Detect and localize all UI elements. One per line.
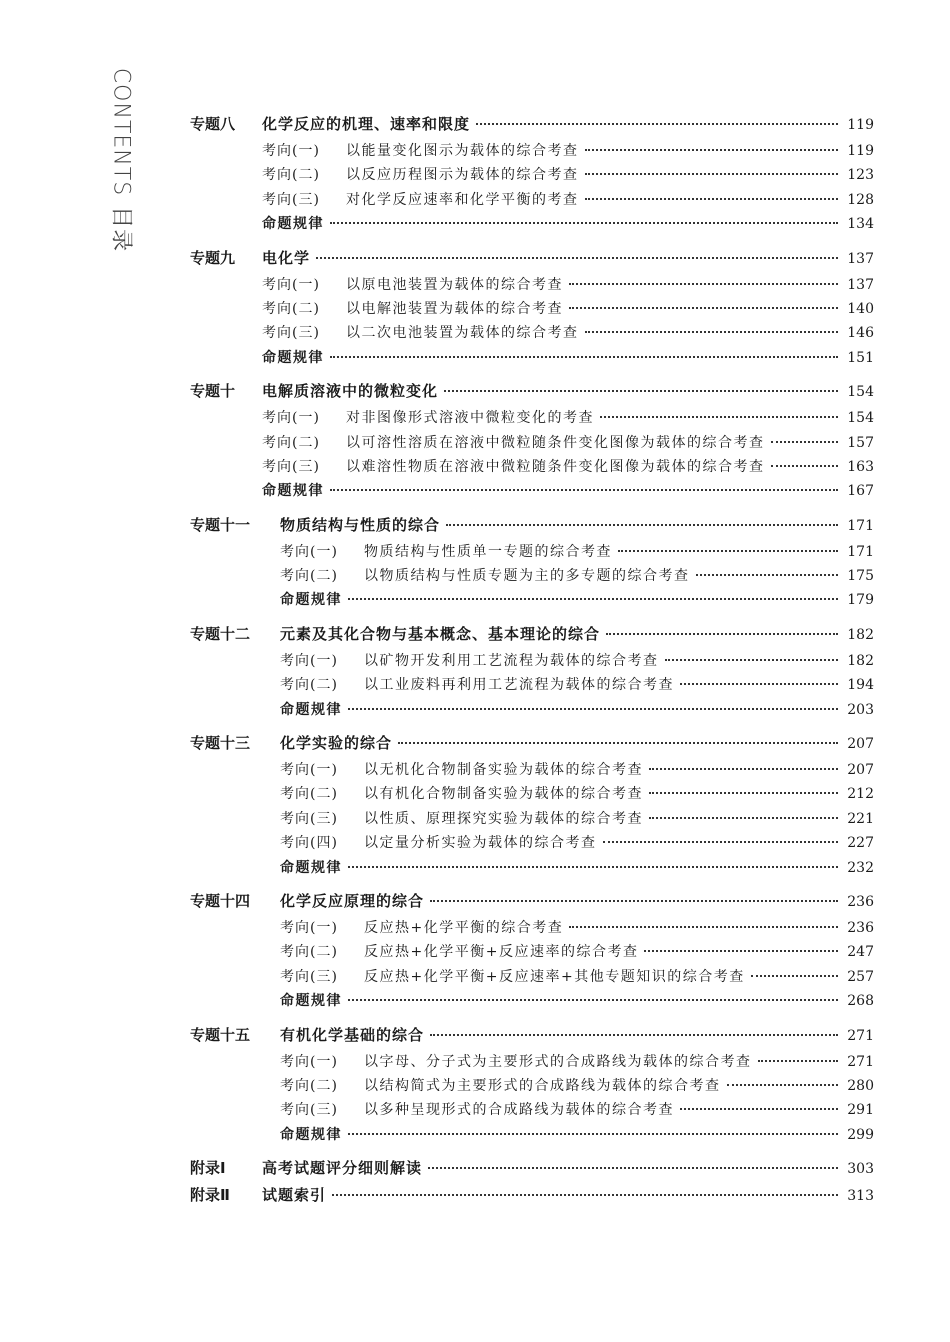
page-number: 268 — [847, 993, 874, 1010]
entry-label: 专题八 — [190, 115, 236, 133]
entry-title: 以原电池装置为载体的综合考查 — [346, 276, 563, 293]
entry-title: 以定量分析实验为载体的综合考查 — [364, 835, 597, 852]
entry-title: 对非图像形式溶液中微粒变化的考查 — [346, 410, 594, 427]
entry-title: 对化学反应速率和化学平衡的考查 — [346, 191, 579, 208]
dot-leader — [585, 331, 839, 333]
entry-label: 考向(二) — [280, 1077, 338, 1094]
appendix-section — [190, 1157, 874, 1211]
subtopic-entry-link[interactable] — [190, 298, 874, 322]
dot-leader — [696, 574, 839, 576]
dot-leader — [751, 975, 838, 977]
entry-title: 有机化学基础的综合 — [280, 1025, 425, 1044]
page-number: 221 — [847, 810, 874, 827]
subtopic-entry-link[interactable] — [190, 966, 874, 990]
entry-label: 考向(一) — [262, 276, 320, 293]
page-number: 137 — [847, 276, 874, 293]
entry-title: 命题规律 — [262, 483, 324, 500]
dot-leader — [585, 173, 839, 175]
entry-title: 反应热+化学平衡+反应速率+其他专题知识的综合考查 — [364, 968, 745, 985]
rule-entry-link[interactable] — [190, 699, 874, 723]
topic-entry-link[interactable] — [190, 380, 874, 407]
entry-label: 附录Ⅱ — [190, 1186, 230, 1205]
entry-label: 考向(三) — [280, 968, 338, 985]
entry-title: 命题规律 — [262, 216, 324, 233]
appendix-entry-link[interactable] — [190, 1157, 874, 1184]
toc-section — [190, 514, 874, 614]
dot-leader — [585, 149, 839, 151]
page-number: 313 — [847, 1188, 874, 1205]
page-number: 207 — [847, 736, 874, 753]
entry-title: 以可溶性溶质在溶液中微粒随条件变化图像为载体的综合考查 — [346, 434, 765, 451]
page-number: 236 — [847, 893, 874, 910]
toc-section — [190, 732, 874, 881]
entry-label: 专题十三 — [190, 734, 251, 753]
dot-leader — [330, 489, 838, 491]
entry-label: 考向(二) — [262, 300, 320, 317]
dot-leader — [430, 900, 838, 902]
page-number: 157 — [847, 434, 874, 451]
page-number: 171 — [847, 517, 874, 534]
page-number: 257 — [847, 968, 874, 985]
rule-entry-link[interactable] — [190, 480, 874, 504]
dot-leader — [680, 683, 838, 685]
dot-leader — [585, 198, 839, 200]
dot-leader — [618, 550, 838, 552]
entry-label: 考向(一) — [280, 652, 338, 669]
topic-entry-link[interactable] — [190, 247, 874, 274]
page-number: 207 — [847, 762, 874, 779]
toc-section — [190, 247, 874, 372]
entry-title: 以性质、原理探究实验为载体的综合考查 — [364, 810, 643, 827]
entry-label: 考向(三) — [262, 191, 320, 208]
dot-leader — [316, 257, 838, 259]
page-number: 140 — [847, 300, 874, 317]
topic-entry-link[interactable] — [190, 1024, 874, 1051]
subtopic-entry-link[interactable] — [190, 274, 874, 298]
entry-label: 考向(一) — [280, 543, 338, 560]
page-number: 299 — [847, 1126, 874, 1143]
page-number: 128 — [847, 191, 874, 208]
entry-title: 试题索引 — [262, 1186, 327, 1205]
page-number: 154 — [847, 384, 874, 401]
subtopic-entry-link[interactable] — [190, 808, 874, 832]
page-number: 291 — [847, 1102, 874, 1119]
dot-leader — [330, 222, 838, 224]
dot-leader — [649, 817, 838, 819]
dot-leader — [569, 926, 838, 928]
dot-leader — [727, 1084, 839, 1086]
dot-leader — [476, 123, 838, 125]
entry-title: 以电解池装置为载体的综合考查 — [346, 300, 563, 317]
dot-leader — [771, 465, 839, 467]
dot-leader — [398, 742, 838, 744]
page-number: 171 — [847, 543, 874, 560]
page-number: 119 — [847, 143, 874, 159]
toc-section — [190, 380, 874, 505]
page-number: 280 — [847, 1077, 874, 1094]
entry-title: 化学实验的综合 — [280, 734, 393, 753]
entry-title: 命题规律 — [262, 349, 324, 366]
entry-title: 元素及其化合物与基本概念、基本理论的综合 — [280, 624, 601, 643]
contents-side-label — [100, 67, 146, 253]
page-number: 247 — [847, 944, 874, 961]
entry-title: 反应热+化学平衡的综合考查 — [364, 919, 564, 936]
entry-title: 反应热+化学平衡+反应速率的综合考查 — [364, 944, 639, 961]
dot-leader — [430, 1034, 838, 1036]
entry-label: 专题十一 — [190, 515, 251, 534]
entry-label: 专题十四 — [190, 891, 251, 910]
dot-leader — [348, 708, 838, 710]
entry-title: 物质结构与性质的综合 — [280, 515, 441, 534]
entry-title: 以有机化合物制备实验为载体的综合考查 — [364, 786, 643, 803]
rule-entry-link[interactable] — [190, 857, 874, 881]
subtopic-entry-link[interactable] — [190, 1099, 874, 1123]
dot-leader — [348, 866, 838, 868]
page-number: 232 — [847, 859, 874, 876]
entry-title: 以结构简式为主要形式的合成路线为载体的综合考查 — [364, 1077, 721, 1094]
topic-entry-link[interactable] — [190, 514, 874, 541]
subtopic-entry-link[interactable] — [190, 674, 874, 698]
entry-label: 专题十 — [190, 382, 236, 401]
rule-entry-link[interactable] — [190, 213, 874, 237]
toc-section — [190, 1024, 874, 1149]
page-number: 167 — [847, 483, 874, 500]
subtopic-entry-link[interactable] — [190, 1051, 874, 1075]
dot-leader — [606, 633, 838, 635]
topic-entry-link[interactable] — [190, 732, 874, 759]
entry-label: 考向(一) — [280, 1053, 338, 1070]
entry-label: 考向(二) — [280, 568, 338, 585]
entry-title: 命题规律 — [280, 701, 342, 718]
dot-leader — [569, 283, 838, 285]
page-number: 271 — [847, 1027, 874, 1044]
entry-title: 以反应历程图示为载体的综合考查 — [346, 167, 579, 184]
entry-label: 专题十五 — [190, 1025, 251, 1044]
entry-label: 考向(三) — [262, 325, 320, 342]
entry-label: 考向(二) — [280, 786, 338, 803]
subtopic-entry-link[interactable] — [190, 832, 874, 856]
entry-title: 以多种呈现形式的合成路线为载体的综合考查 — [364, 1102, 674, 1119]
page-number: 271 — [847, 1053, 874, 1070]
dot-leader — [603, 841, 839, 843]
entry-title: 高考试题评分细则解读 — [262, 1159, 423, 1178]
entry-label: 考向(三) — [262, 458, 320, 475]
toc-section — [190, 113, 874, 238]
entry-title: 化学反应原理的综合 — [280, 891, 425, 910]
toc-section — [190, 890, 874, 1015]
subtopic-entry-link[interactable] — [190, 432, 874, 456]
entry-title: 以矿物开发利用工艺流程为载体的综合考查 — [364, 652, 659, 669]
page-number: 212 — [847, 786, 874, 803]
entry-label: 考向(二) — [280, 677, 338, 694]
table-of-contents — [190, 113, 874, 1220]
subtopic-entry-link[interactable] — [190, 456, 874, 480]
rule-entry-link[interactable] — [190, 1124, 874, 1148]
entry-label: 考向(三) — [280, 1102, 338, 1119]
page-number: 182 — [847, 652, 874, 669]
entry-title: 以能量变化图示为载体的综合考查 — [346, 143, 579, 159]
entry-label: 考向(四) — [280, 835, 338, 852]
dot-leader — [428, 1167, 838, 1169]
page-number: 146 — [847, 325, 874, 342]
dot-leader — [680, 1108, 838, 1110]
page-number: 203 — [847, 701, 874, 718]
subtopic-entry-link[interactable] — [190, 164, 874, 188]
entry-title: 以字母、分子式为主要形式的合成路线为载体的综合考查 — [364, 1053, 752, 1070]
entry-title: 命题规律 — [280, 993, 342, 1010]
subtopic-entry-link[interactable] — [190, 565, 874, 589]
entry-label: 考向(一) — [280, 762, 338, 779]
page-number: 154 — [847, 410, 874, 427]
subtopic-entry-link[interactable] — [190, 941, 874, 965]
entry-label: 考向(一) — [280, 919, 338, 936]
subtopic-entry-link[interactable] — [190, 1075, 874, 1099]
entry-title: 以难溶性物质在溶液中微粒随条件变化图像为载体的综合考查 — [346, 458, 765, 475]
dot-leader — [600, 416, 838, 418]
page-number: 182 — [847, 626, 874, 643]
entry-title: 化学反应的机理、速率和限度 — [262, 115, 471, 133]
entry-title: 电解质溶液中的微粒变化 — [262, 382, 439, 401]
subtopic-entry-link[interactable] — [190, 917, 874, 941]
entry-label: 考向(二) — [280, 944, 338, 961]
subtopic-entry-link[interactable] — [190, 650, 874, 674]
page-number: 227 — [847, 835, 874, 852]
page-number: 236 — [847, 919, 874, 936]
topic-entry-link[interactable] — [190, 890, 874, 917]
dot-leader — [569, 307, 838, 309]
subtopic-entry-link[interactable] — [190, 759, 874, 783]
subtopic-entry-link[interactable] — [190, 783, 874, 807]
entry-title: 命题规律 — [280, 859, 342, 876]
page-number: 134 — [847, 216, 874, 233]
appendix-entry-link[interactable] — [190, 1184, 874, 1211]
entry-label: 附录Ⅰ — [190, 1159, 226, 1178]
dot-leader — [649, 768, 838, 770]
page-number: 151 — [847, 349, 874, 366]
subtopic-entry-link[interactable] — [190, 322, 874, 346]
contents-label-en: CONTENTS — [108, 67, 134, 197]
entry-label: 考向(二) — [262, 434, 320, 451]
entry-label: 专题九 — [190, 248, 236, 267]
toc-section — [190, 623, 874, 723]
entry-title: 命题规律 — [280, 1126, 342, 1143]
page-number: 194 — [847, 677, 874, 694]
dot-leader — [332, 1194, 838, 1196]
dot-leader — [348, 999, 838, 1001]
entry-label: 考向(一) — [262, 143, 320, 159]
entry-label: 考向(一) — [262, 410, 320, 427]
rule-entry-link[interactable] — [190, 589, 874, 613]
dot-leader — [348, 598, 838, 600]
page-number: 137 — [847, 250, 874, 267]
subtopic-entry-link[interactable] — [190, 140, 874, 164]
page-number: 163 — [847, 458, 874, 475]
rule-entry-link[interactable] — [190, 347, 874, 371]
topic-entry-link[interactable] — [190, 113, 874, 140]
entry-title: 物质结构与性质单一专题的综合考查 — [364, 543, 612, 560]
dot-leader — [446, 524, 838, 526]
entry-title: 以物质结构与性质专题为主的多专题的综合考查 — [364, 568, 690, 585]
subtopic-entry-link[interactable] — [190, 189, 874, 213]
dot-leader — [330, 356, 838, 358]
page-number: 119 — [847, 117, 874, 133]
page-number: 123 — [847, 167, 874, 184]
dot-leader — [649, 792, 838, 794]
topic-entry-link[interactable] — [190, 623, 874, 650]
entry-label: 考向(三) — [280, 810, 338, 827]
page-number: 179 — [847, 592, 874, 609]
page-number: 175 — [847, 568, 874, 585]
entry-title: 以工业废料再利用工艺流程为载体的综合考查 — [364, 677, 674, 694]
dot-leader — [758, 1060, 839, 1062]
subtopic-entry-link[interactable] — [190, 407, 874, 431]
dot-leader — [348, 1133, 838, 1135]
entry-title: 以二次电池装置为载体的综合考查 — [346, 325, 579, 342]
dot-leader — [644, 950, 838, 952]
contents-label-cn: 目录 — [108, 206, 134, 253]
entry-label: 专题十二 — [190, 624, 251, 643]
dot-leader — [771, 441, 839, 443]
page-number: 303 — [847, 1161, 874, 1178]
entry-title: 命题规律 — [280, 592, 342, 609]
dot-leader — [665, 659, 839, 661]
subtopic-entry-link[interactable] — [190, 541, 874, 565]
entry-title: 以无机化合物制备实验为载体的综合考查 — [364, 762, 643, 779]
entry-label: 考向(二) — [262, 167, 320, 184]
entry-title: 电化学 — [262, 248, 311, 267]
rule-entry-link[interactable] — [190, 990, 874, 1014]
dot-leader — [444, 390, 838, 392]
